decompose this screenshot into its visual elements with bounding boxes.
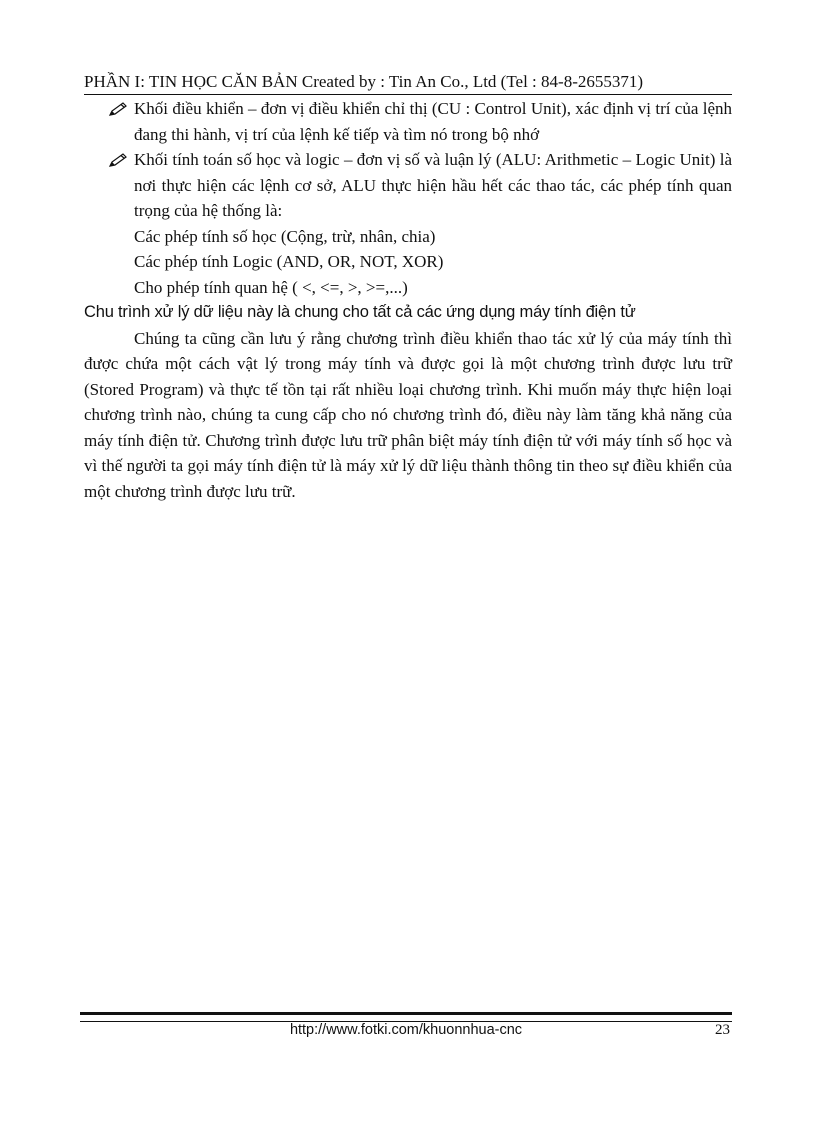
page-body [84, 96, 732, 504]
pencil-icon [108, 101, 128, 117]
pencil-icon [108, 152, 128, 168]
footer-url: http://www.fotki.com/khuonnhua-cnc [289, 1022, 523, 1038]
bullet-text: Khối tính toán số học và logic – đơn vị số và luận lý (ALU: Arithmetic – Logic Unit) là nơi thực hiện các lệnh cơ sở, ALU thực hiện hầu hết các thao tác, các phép tính quan trọng của hệ thống là: [134, 150, 732, 220]
page-header: PHẦN I: TIN HỌC CĂN BẢN Created by : Tin An Co., Ltd (Tel : 84-8-2655371) [84, 71, 732, 95]
body-paragraph: Chúng ta cũng cần lưu ý rằng chương trình điều khiển thao tác xử lý của máy tính thì được chứa một cách vật lý trong máy tính và được gọi là một chương trình được lưu trữ (Stored Program) và thực tế tồn tại rất nhiều loại chương trình. Khi muốn máy thực hiện loại chương trình nào, chúng ta cung cấp cho nó chương trình đó, điều này làm tăng khả năng của máy tính điện tử. Chương trình được lưu trữ phân biệt máy tính điện tử với máy tính số học và vì thế người ta gọi máy tính điện tử là máy xử lý dữ liệu thành thông tin theo sự điều khiển của một chương trình được lưu trữ. [84, 328, 732, 501]
footer-divider [80, 1012, 732, 1022]
summary-line: Chu trình xử lý dữ liệu này là chung cho tất cả các ứng dụng máy tính điện tử [84, 303, 636, 321]
operation-arithmetic: Các phép tính số học (Cộng, trừ, nhân, chia) [134, 226, 436, 246]
operation-logic: Các phép tính Logic (AND, OR, NOT, XOR) [134, 252, 444, 271]
operation-relational: Cho phép tính quan hệ ( <, <=, >, >=,...) [134, 277, 408, 297]
bullet-text: Khối điều khiển – đơn vị điều khiển chỉ thị (CU : Control Unit), xác định vị trí của lệnh đang thi hành, vị trí của lệnh kế tiếp và tìm nó trong bộ nhớ [134, 99, 732, 144]
bullet-alu [84, 147, 732, 224]
bullet-control-unit [84, 96, 732, 147]
page-number: 23 [715, 1022, 730, 1038]
